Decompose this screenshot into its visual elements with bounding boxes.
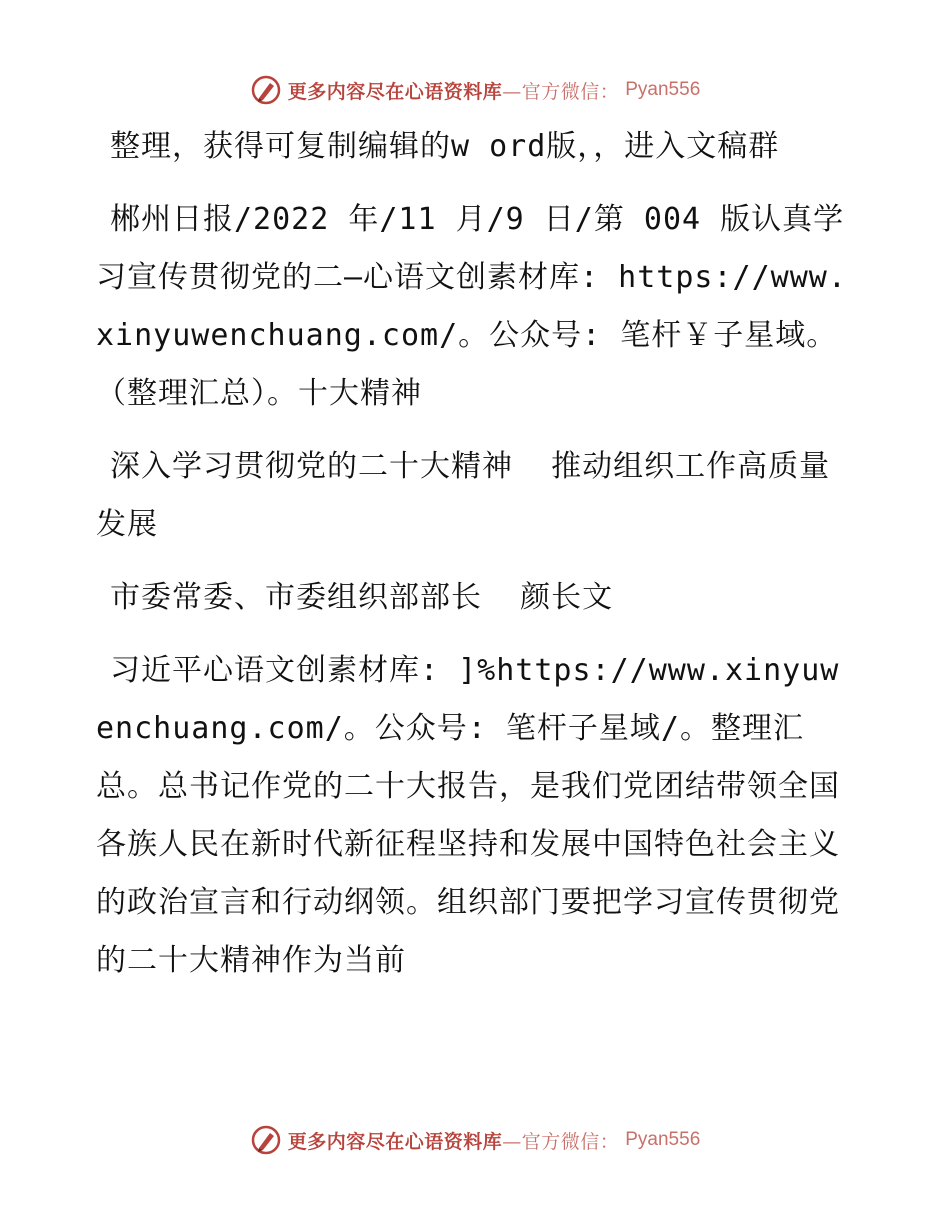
footer-banner — [0, 1120, 950, 1160]
footer-banner-text — [288, 1127, 620, 1154]
footer-banner-main: 更多内容尽在心语资料库 — [287, 1130, 503, 1153]
header-banner-sep: —官方微信： — [502, 80, 620, 103]
header-banner-text — [288, 77, 620, 104]
footer-banner-sep: —官方微信： — [502, 1130, 620, 1153]
pen-logo-icon — [250, 74, 282, 106]
footer-banner-id: Pyan556 — [625, 1129, 701, 1150]
header-banner-main: 更多内容尽在心语资料库 — [287, 80, 503, 103]
header-banner-id: Pyan556 — [625, 79, 701, 100]
header-banner — [0, 70, 950, 110]
document-body — [96, 118, 856, 1005]
paragraph-body: 习近平心语文创素材库: ]%https://www.xinyuwenchuang.com/。公众号: 笔杆子星域/。整理汇总。总书记作党的二十大报告，是我们党团结带领全国各族人民在新时代新征程坚持和发展中国特色社会主义的政治宣言和行动纲领。组织部门要把学习宣传贯彻党的二十大精神作为当前 — [96, 653, 840, 978]
paragraph-source: 郴州日报/2022 年/11 月/9 日/第 004 版认真学习宣传贯彻党的二—心语文创素材库: https://www.xinyuwenchuang.com/。公众号: 笔杆￥子星域。（整理汇总）。十大精神 — [96, 202, 847, 411]
paragraph-title: 深入学习贯彻党的二十大精神 推动组织工作高质量发展 — [96, 449, 831, 542]
paragraph-intro: 整理，获得可复制编辑的w ord版，，进入文稿群 — [110, 129, 780, 164]
paragraph-author: 市委常委、市委组织部部长 颜长文 — [110, 580, 614, 615]
pen-logo-icon — [250, 1124, 282, 1156]
